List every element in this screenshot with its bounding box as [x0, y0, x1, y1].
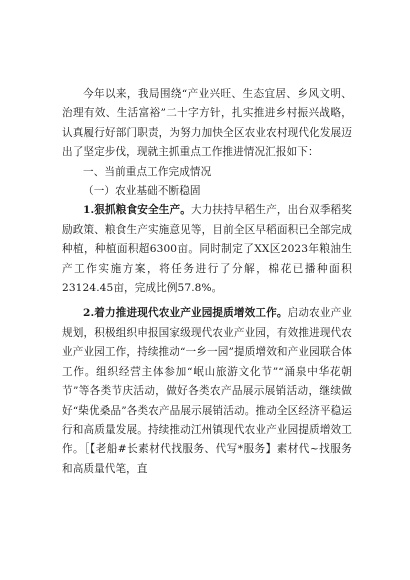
- document-body: [62, 85, 352, 479]
- intro-paragraph: 今年以来，我局围绕“产业兴旺、生态宜居、乡风文明、治理有效、生活富裕”二十字方针，扎实推进乡村振兴战略，认真履行好部门职责，为努力加快全区农业农村现代化发展迈出了坚定步伐，现就主抓重点工作推进情况汇报如下：: [62, 88, 352, 159]
- item-1-body: 大力扶持早稻生产，出台双季稻奖励政策、粮食生产实施意见等，目前全区早稻面积已全部完成种植，种植面积超6300亩。同时制定了XX区2023年粮油生产工作实施方案，将任务进行了分解，棉花已播种面积23124.45亩，完成比例57.8%。: [62, 204, 352, 295]
- subsection-heading: （一）农业基础不断稳固: [83, 185, 201, 198]
- item-2-body: 启动农业产业规划，积极组织申报国家级现代农业产业园，有效推进现代农业产业园工作，持续推动“一乡一园”提质增效和产业园联合体工作。组织经营主体参加“岷山旅游文化节”“涌泉中华花朝节”等各类节庆活动，做好各类农产品展示展销活动，继续做好“柴优桑品”各类农产品展示展销活动。推动全区经济平稳运行和高质量发展。持续推动江州镇现代农业产业园提质增效工作。［【老船#长素材代找服务、代写*服务】素材代~找服务和高质量代笔，直: [62, 307, 352, 475]
- item-2-lead: 2.着力推进现代农业产业园提质增效工作。: [83, 307, 288, 320]
- item-1-lead: 1.狠抓粮食安全生产。: [83, 204, 191, 217]
- item-1-paragraph: [62, 201, 352, 298]
- section-heading: 一、当前重点工作完成情况: [83, 165, 212, 178]
- item-2-paragraph: [62, 304, 352, 479]
